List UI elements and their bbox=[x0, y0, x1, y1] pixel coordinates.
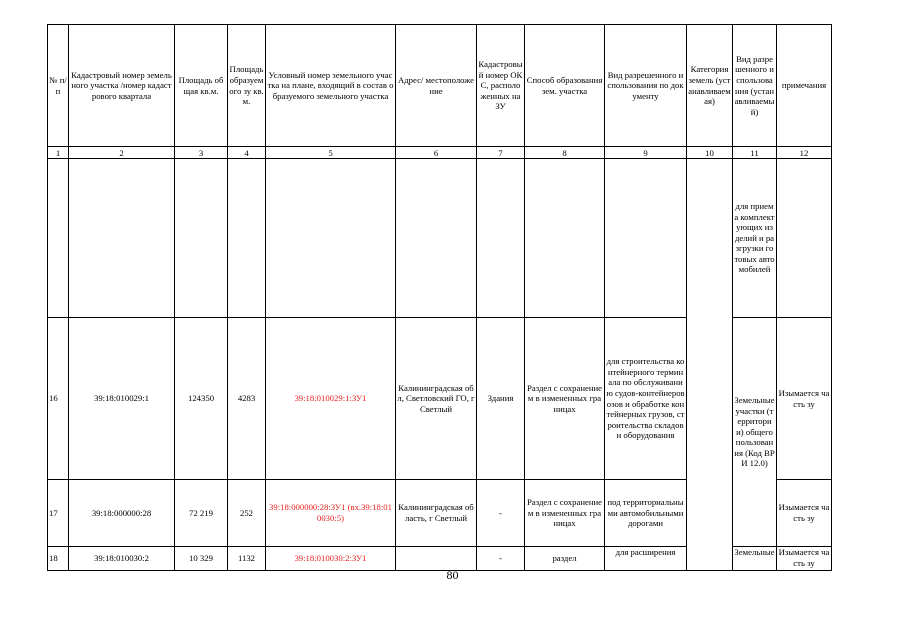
table-row-continuation bbox=[48, 159, 832, 318]
column-number: 1 bbox=[48, 147, 69, 159]
cell-use-doc: для строительства контейнерного терминала по обслуживанию судов-контейнеровозов и обработке контейнерных грузов, строительства складов и оборудования bbox=[605, 318, 687, 480]
cell-oks: - bbox=[477, 547, 525, 571]
column-number: 9 bbox=[605, 147, 687, 159]
header-address: Адрес/ местоположение bbox=[396, 25, 477, 147]
header-area-total: Площадь общая кв.м. bbox=[175, 25, 228, 147]
header-oks: Кадастровый номер ОКС, расположенных на ЗУ bbox=[477, 25, 525, 147]
cell-num: 18 bbox=[48, 547, 69, 571]
cell-cadastral: 39:18:010030:2 bbox=[69, 547, 175, 571]
cell-cond-number: 39:18:010030:2:ЗУ1 bbox=[266, 547, 396, 571]
header-use-installed: Вид разрешенного использования (устанавливаемый) bbox=[733, 25, 777, 147]
cell-num: 16 bbox=[48, 318, 69, 480]
cell-area-new: 252 bbox=[228, 480, 266, 547]
cell-address: Калининградская область, г Светлый bbox=[396, 480, 477, 547]
column-number: 4 bbox=[228, 147, 266, 159]
column-number: 12 bbox=[777, 147, 832, 159]
cell-cadastral: 39:18:010029:1 bbox=[69, 318, 175, 480]
cell-method: Раздел с сохранением в измененных границах bbox=[525, 318, 605, 480]
cell-use-doc: для расширения bbox=[605, 547, 687, 571]
cell-empty bbox=[396, 159, 477, 318]
column-number: 7 bbox=[477, 147, 525, 159]
header-use-doc: Вид разрешенного использования по документу bbox=[605, 25, 687, 147]
cell-empty bbox=[777, 159, 832, 318]
cell-num: 17 bbox=[48, 480, 69, 547]
column-number: 10 bbox=[687, 147, 733, 159]
cell-empty bbox=[605, 159, 687, 318]
cell-use-installed: для приема комплектующих изделий и разгрузки готовых автомобилей bbox=[733, 159, 777, 318]
cell-use-doc: под территориальными автомобильными дорогами bbox=[605, 480, 687, 547]
cell-use-installed-merged: Земельные участки (территории) общего пользования (Код ВРИ 12.0) bbox=[733, 318, 777, 547]
cell-cadastral: 39:18:000000:28 bbox=[69, 480, 175, 547]
cell-oks: Здания bbox=[477, 318, 525, 480]
cell-area-total: 72 219 bbox=[175, 480, 228, 547]
cell-note: Изымается часть зу bbox=[777, 547, 832, 571]
column-number: 3 bbox=[175, 147, 228, 159]
header-category: Категория земель (устанавливаемая) bbox=[687, 25, 733, 147]
cell-note: Изымается часть зу bbox=[777, 318, 832, 480]
header-cadastral: Кадастровый номер земельного участка /номер кадастрового квартала bbox=[69, 25, 175, 147]
column-number-row bbox=[48, 147, 832, 159]
cell-area-total: 124350 bbox=[175, 318, 228, 480]
column-number: 6 bbox=[396, 147, 477, 159]
cell-empty bbox=[69, 159, 175, 318]
cell-use-installed: Земельные bbox=[733, 547, 777, 571]
cell-empty bbox=[228, 159, 266, 318]
column-number: 11 bbox=[733, 147, 777, 159]
cell-empty bbox=[175, 159, 228, 318]
column-number: 8 bbox=[525, 147, 605, 159]
cell-cond-number: 39:18:010029:1:ЗУ1 bbox=[266, 318, 396, 480]
cell-category-merged bbox=[687, 159, 733, 571]
cell-address bbox=[396, 547, 477, 571]
cell-empty bbox=[48, 159, 69, 318]
header-row bbox=[48, 25, 832, 147]
column-number: 2 bbox=[69, 147, 175, 159]
header-cond-number: Условный номер земельного участка на плане, входящий в состав образуемого земельного участка bbox=[266, 25, 396, 147]
cell-address: Калининградская обл, Светловский ГО, г Светлый bbox=[396, 318, 477, 480]
cell-method: Раздел с сохранением в измененных границах bbox=[525, 480, 605, 547]
header-num: № п/п bbox=[48, 25, 69, 147]
cell-oks: - bbox=[477, 480, 525, 547]
header-notes: примечания bbox=[777, 25, 832, 147]
cell-area-total: 10 329 bbox=[175, 547, 228, 571]
header-area-new: Площадь образуемого зу кв.м. bbox=[228, 25, 266, 147]
page-number: 80 bbox=[446, 568, 459, 582]
cell-method: раздел bbox=[525, 547, 605, 571]
cell-cond-number: 39:18:000000:28:ЗУ1 (вх.39:18:010030:5) bbox=[266, 480, 396, 547]
cell-empty bbox=[525, 159, 605, 318]
cell-note: Изымается часть зу bbox=[777, 480, 832, 547]
cell-empty bbox=[266, 159, 396, 318]
header-method: Способ образования зем. участка bbox=[525, 25, 605, 147]
cell-area-new: 1132 bbox=[228, 547, 266, 571]
cell-empty bbox=[477, 159, 525, 318]
column-number: 5 bbox=[266, 147, 396, 159]
land-plots-table bbox=[47, 24, 832, 571]
cell-area-new: 4283 bbox=[228, 318, 266, 480]
